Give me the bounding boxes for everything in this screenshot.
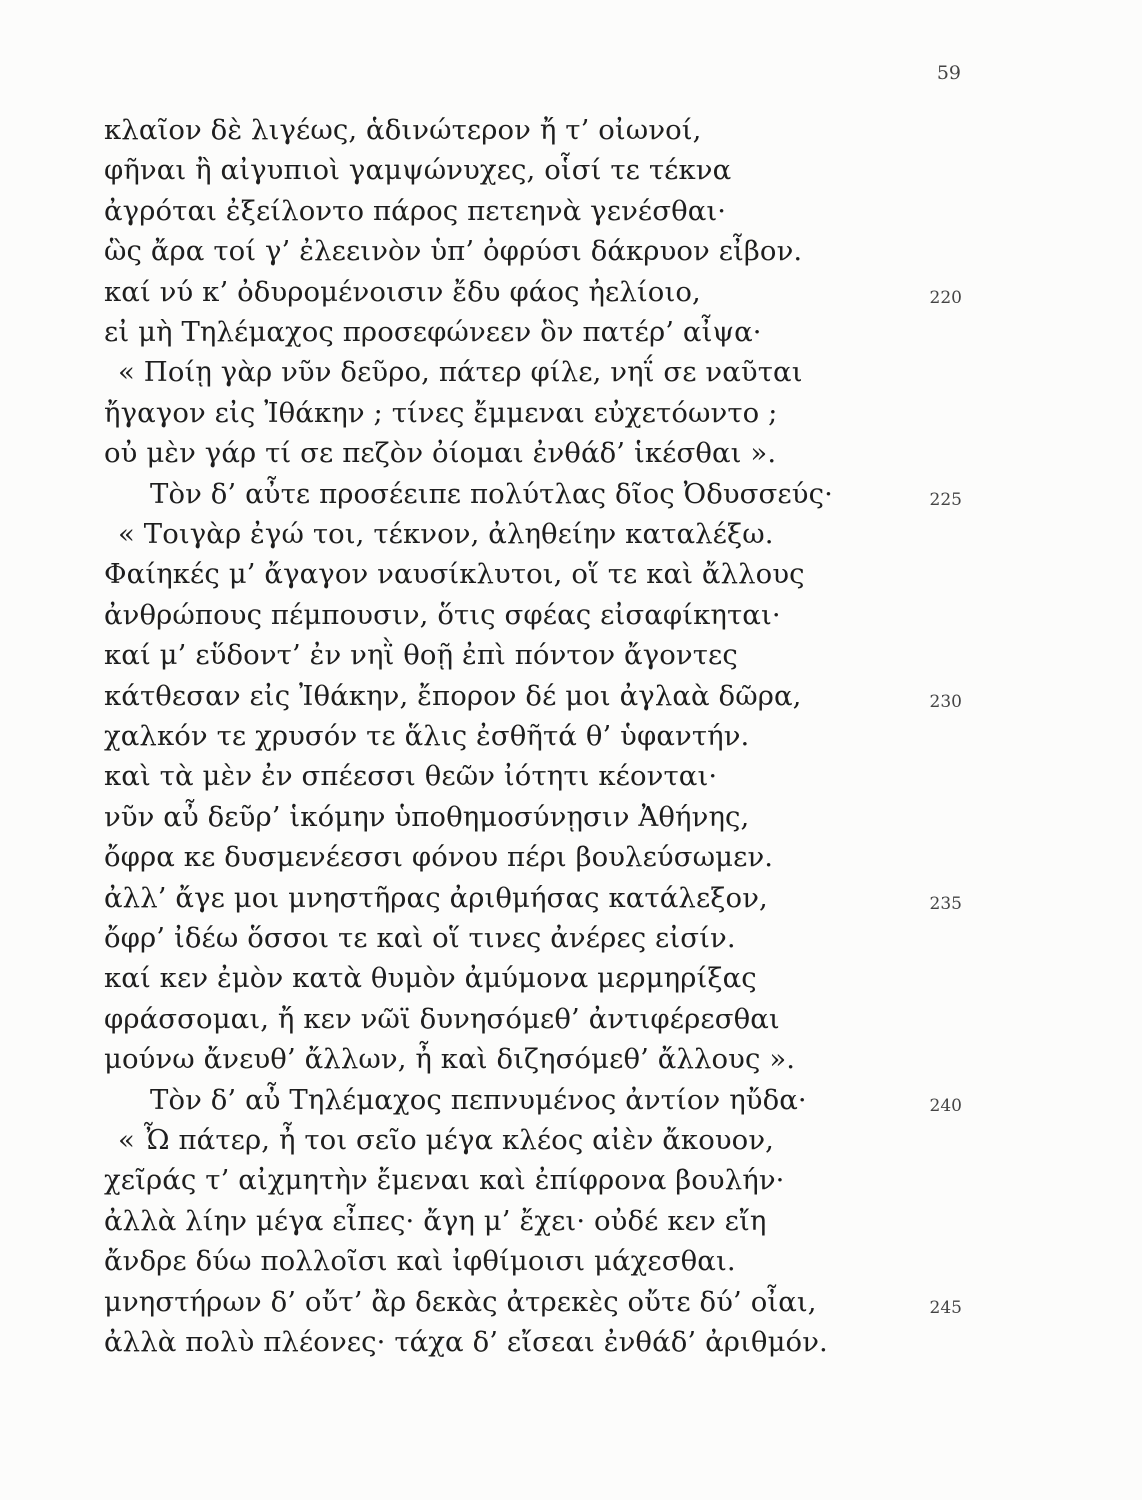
line-number: 240 bbox=[929, 1095, 962, 1116]
verse-line: ἀνθρώπους πέμπουσιν, ὅτις σφέας εἰσαφίκηται· bbox=[104, 598, 781, 631]
verse-line: Τὸν δ’ αὖ Τηλέμαχος πεπνυμένος ἀντίον ηὔδα· bbox=[150, 1083, 807, 1116]
verse-line: χεῖράς τ’ αἰχμητὴν ἔμεναι καὶ ἐπίφρονα βουλήν· bbox=[104, 1164, 785, 1197]
verse-line: Τὸν δ’ αὖτε προσέειπε πολύτλας δῖος Ὀδυσσεύς· bbox=[150, 477, 833, 510]
verse-line: μούνω ἄνευθ’ ἄλλων, ἦ καὶ διζησόμεθ’ ἄλλους ». bbox=[104, 1043, 796, 1076]
verse-line: « Ποίῃ γὰρ νῦν δεῦρο, πάτερ φίλε, νηΐ σε ναῦται bbox=[118, 356, 803, 389]
line-number: 235 bbox=[929, 893, 962, 914]
verse-line: « Ὦ πάτερ, ἦ τοι σεῖο μέγα κλέος αἰὲν ἄκουον, bbox=[118, 1124, 774, 1156]
verse-line: χαλκόν τε χρυσόν τε ἅλις ἐσθῆτά θ’ ὑφαντήν. bbox=[104, 720, 750, 752]
verse-line: μνηστήρων δ’ οὔτ’ ἂρ δεκὰς ἀτρεκὲς οὔτε δύ’ οἶαι, bbox=[104, 1285, 817, 1318]
verse-line: εἰ μὴ Τηλέμαχος προσεφώνεεν ὃν πατέρ’ αἶψα· bbox=[104, 316, 762, 348]
verse-line: κλαῖον δὲ λιγέως, ἁδινώτερον ἤ τ’ οἰωνοί, bbox=[104, 114, 702, 146]
verse-line: Φαίηκές μ’ ἄγαγον ναυσίκλυτοι, οἵ τε καὶ ἄλλους bbox=[104, 558, 805, 591]
verse-line: « Τοιγὰρ ἐγώ τοι, τέκνον, ἀληθείην καταλέξω. bbox=[118, 518, 774, 550]
line-number: 225 bbox=[929, 489, 962, 510]
verse-line: ὣς ἄρα τοί γ’ ἐλεεινὸν ὑπ’ ὀφρύσι δάκρυον εἶβον. bbox=[104, 235, 803, 268]
verse-line: καὶ τὰ μὲν ἐν σπέεσσι θεῶν ἰότητι κέονται· bbox=[104, 760, 718, 793]
verse-line: φράσσομαι, ἤ κεν νῶϊ δυνησόμεθ’ ἀντιφέρεσθαι bbox=[104, 1002, 780, 1035]
verse-line: ἀλλὰ πολὺ πλέονες· τάχα δ’ εἴσεαι ἐνθάδ’ ἀριθμόν. bbox=[104, 1326, 828, 1358]
line-number: 220 bbox=[929, 287, 962, 308]
verse-line: νῦν αὖ δεῦρ’ ἱκόμην ὑποθημοσύνῃσιν Ἀθήνης, bbox=[104, 800, 750, 833]
verse-line: ἀλλὰ λίην μέγα εἶπες· ἄγη μ’ ἔχει· οὐδέ κεν εἴη bbox=[104, 1204, 767, 1237]
line-number: 230 bbox=[929, 691, 962, 712]
verse-line: οὐ μὲν γάρ τί σε πεζὸν ὀίομαι ἐνθάδ’ ἱκέσθαι ». bbox=[104, 437, 777, 470]
page-number: 59 bbox=[936, 62, 961, 84]
verse-line: καί κεν ἐμὸν κατὰ θυμὸν ἀμύμονα μερμηρίξας bbox=[104, 962, 757, 995]
verse-line: ἤγαγον εἰς Ἰθάκην ; τίνες ἔμμεναι εὐχετόωντο ; bbox=[104, 396, 778, 429]
verse-line: ἄνδρε δύω πολλοῖσι καὶ ἰφθίμοισι μάχεσθαι. bbox=[104, 1245, 736, 1278]
line-number: 245 bbox=[929, 1297, 962, 1318]
verse-line: ὄφρ’ ἰδέω ὅσσοι τε καὶ οἵ τινες ἀνέρες εἰσίν. bbox=[104, 922, 736, 954]
verse-line: ἀγρόται ἐξείλοντο πάρος πετεηνὰ γενέσθαι· bbox=[104, 194, 727, 227]
verse-line: φῆναι ἢ αἰγυπιοὶ γαμψώνυχες, οἷσί τε τέκνα bbox=[104, 154, 732, 187]
verse-line: κάτθεσαν εἰς Ἰθάκην, ἔπορον δέ μοι ἀγλαὰ δῶρα, bbox=[104, 679, 802, 712]
verse-line: καί μ’ εὕδοντ’ ἐν νηῒ θοῇ ἐπὶ πόντον ἄγοντες bbox=[104, 639, 738, 672]
verse-line: ὄφρα κε δυσμενέεσσι φόνου πέρι βουλεύσωμεν. bbox=[104, 841, 774, 874]
verse-line: καί νύ κ’ ὀδυρομένοισιν ἔδυ φάος ἠελίοιο, bbox=[104, 275, 701, 308]
verse-line: ἀλλ’ ἄγε μοι μνηστῆρας ἀριθμήσας κατάλεξον, bbox=[104, 881, 768, 914]
